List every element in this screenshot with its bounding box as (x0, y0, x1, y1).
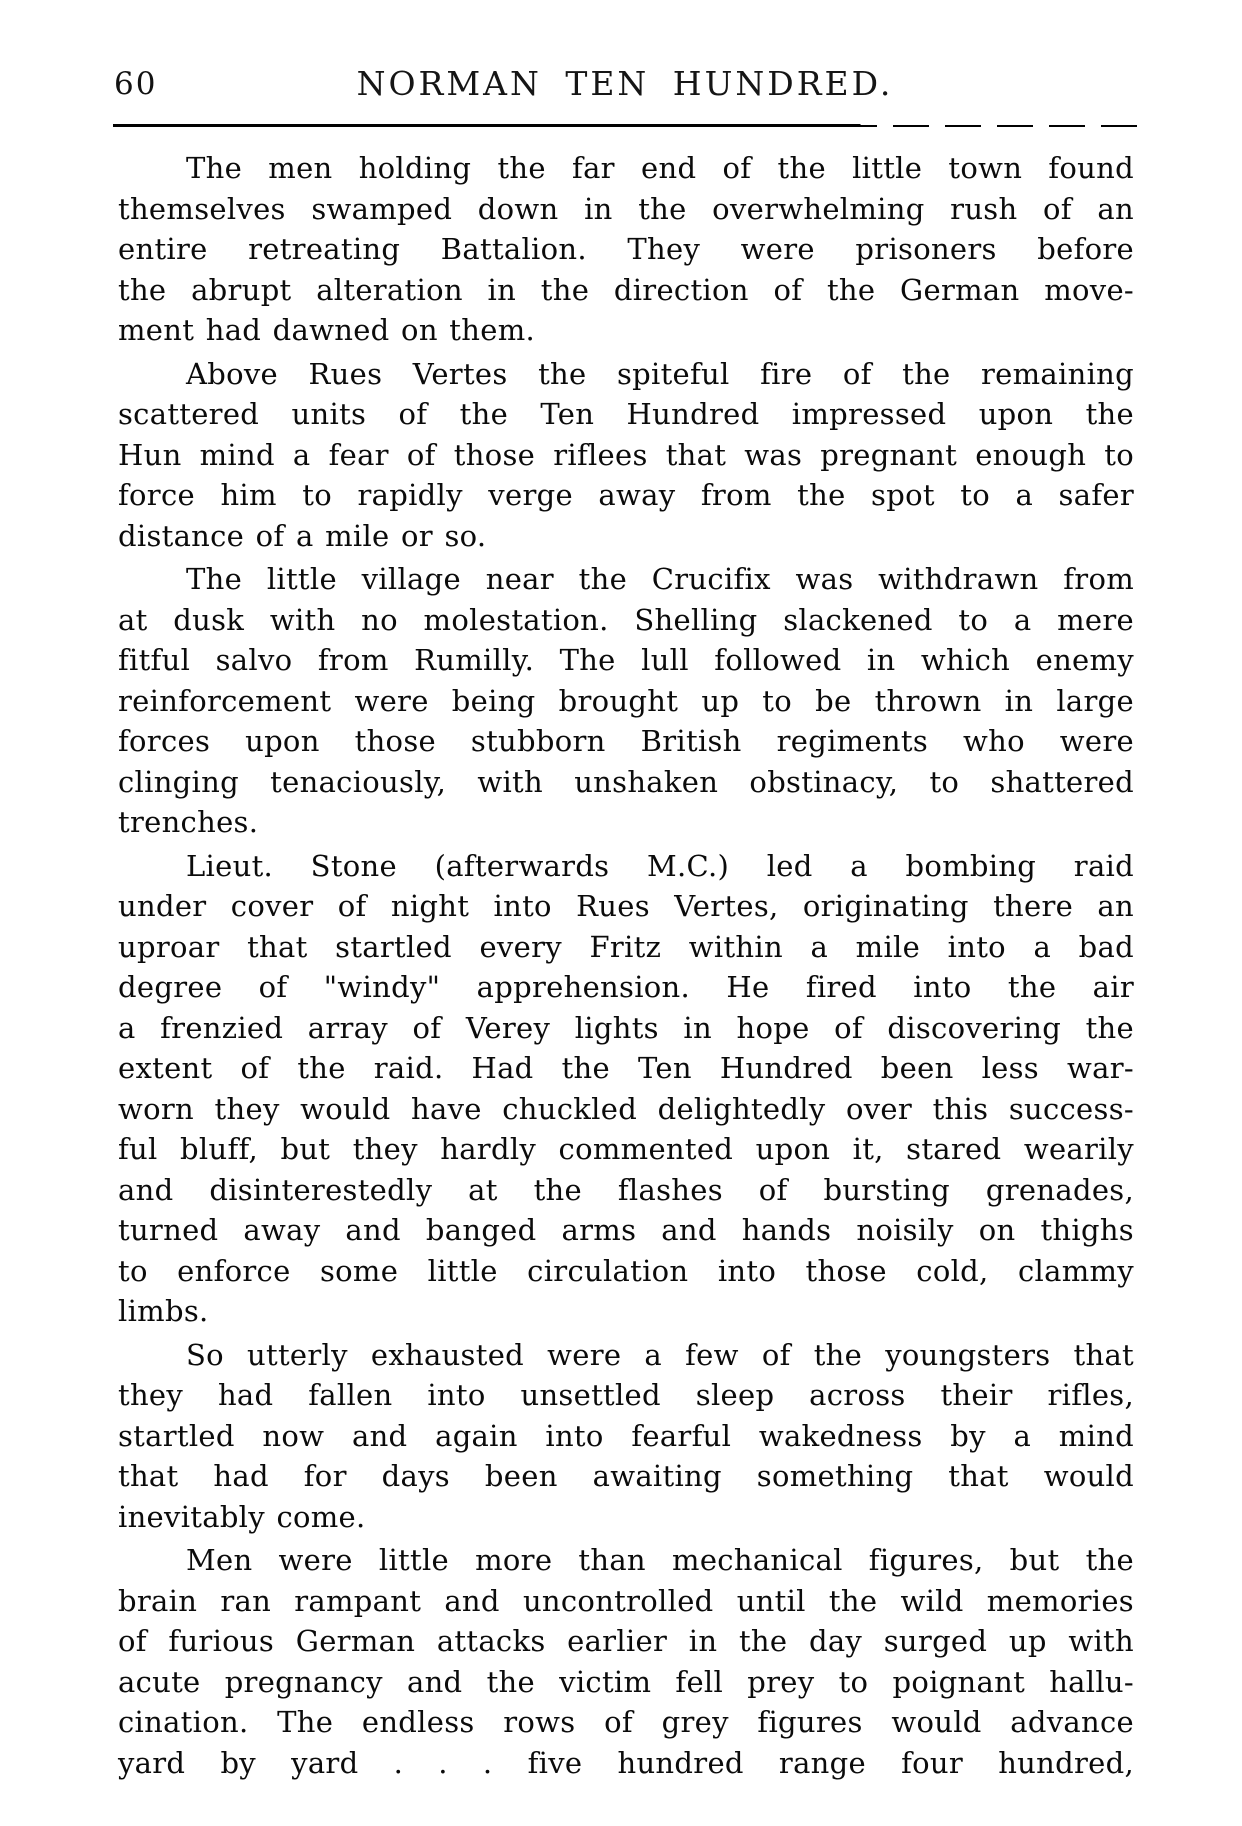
text-line: to enforce some little circulation into those cold, clammy (118, 1253, 1134, 1288)
text-line: entire retreating Battalion. They were prisoners before (118, 232, 1134, 266)
text-line: clinging tenaciously, with unshaken obstinacy, to shattered (118, 764, 1134, 799)
text-line: startled now and again into fearful wakedness by a mind (118, 1418, 1134, 1453)
text-line: yard by yard . . . five hundred range four hundred, (118, 1745, 1134, 1780)
text-line: Lieut. Stone (afterwards M.C.) led a bombing raid (186, 848, 1134, 883)
running-header-title: NORMAN TEN HUNDRED. (356, 64, 894, 103)
text-line: that had for days been awaiting something that would (118, 1459, 1134, 1493)
text-line: and disinterestedly at the flashes of bursting grenades, (118, 1172, 1134, 1207)
text-line: the abrupt alteration in the direction of the German move- (118, 272, 1134, 307)
text-line: they had fallen into unsettled sleep across their rifles, (118, 1378, 1134, 1412)
text-line: uproar that startled every Fritz within a mile into a bad (118, 929, 1134, 964)
text-line: forces upon those stubborn British regiments who were (118, 724, 1134, 758)
text-line: Above Rues Vertes the spiteful fire of the remaining (186, 356, 1134, 391)
text-line: force him to rapidly verge away from the spot to a safer (118, 478, 1134, 512)
text-line: themselves swamped down in the overwhelming rush of an (118, 191, 1134, 226)
text-line: cination. The endless rows of grey figures would advance (118, 1705, 1134, 1739)
text-line: a frenzied array of Verey lights in hope of discovering the (118, 1010, 1134, 1045)
paragraph (118, 148, 1134, 351)
text-line: scattered units of the Ten Hundred impressed upon the (118, 397, 1134, 431)
paragraph (118, 559, 1134, 843)
paragraph (118, 1540, 1134, 1783)
text-line: acute pregnancy and the victim fell prey to poignant hallu- (118, 1664, 1134, 1699)
text-line: trenches. (118, 805, 259, 839)
text-line: ment had dawned on them. (118, 313, 536, 347)
text-line: The men holding the far end of the little town found (186, 151, 1134, 185)
paragraph (118, 1335, 1134, 1538)
text-line: extent of the raid. Had the Ten Hundred been less war- (118, 1051, 1134, 1085)
body-text (118, 148, 1134, 1786)
text-line: brain ran rampant and uncontrolled until the wild memories (118, 1583, 1134, 1618)
text-line: Hun mind a fear of those riflees that was pregnant enough to (118, 437, 1134, 472)
text-line: limbs. (118, 1294, 209, 1328)
text-line: at dusk with no molestation. Shelling slackened to a mere (118, 602, 1134, 637)
text-line: ful bluff, but they hardly commented upon it, stared wearily (118, 1132, 1134, 1166)
text-line: So utterly exhausted were a few of the youngsters that (186, 1337, 1134, 1372)
text-line: turned away and banged arms and hands noisily on thighs (118, 1213, 1134, 1247)
text-line: degree of "windy" apprehension. He fired into the air (118, 970, 1134, 1004)
header-rule-divider (113, 124, 1137, 128)
text-line: of furious German attacks earlier in the day surged up with (118, 1624, 1134, 1658)
paragraph (118, 354, 1134, 557)
page-number: 60 (114, 66, 158, 102)
text-line: under cover of night into Rues Vertes, originating there an (118, 889, 1134, 923)
text-line: worn they would have chuckled delightedly over this success- (118, 1091, 1134, 1126)
text-line: inevitably come. (118, 1499, 366, 1534)
text-line: fitful salvo from Rumilly. The lull followed in which enemy (118, 643, 1134, 677)
text-line: The little village near the Crucifix was withdrawn from (186, 562, 1134, 596)
text-line: reinforcement were being brought up to be thrown in large (118, 683, 1134, 718)
text-line: distance of a mile or so. (118, 518, 487, 553)
text-line: Men were little more than mechanical figures, but the (186, 1543, 1134, 1577)
paragraph (118, 846, 1134, 1332)
